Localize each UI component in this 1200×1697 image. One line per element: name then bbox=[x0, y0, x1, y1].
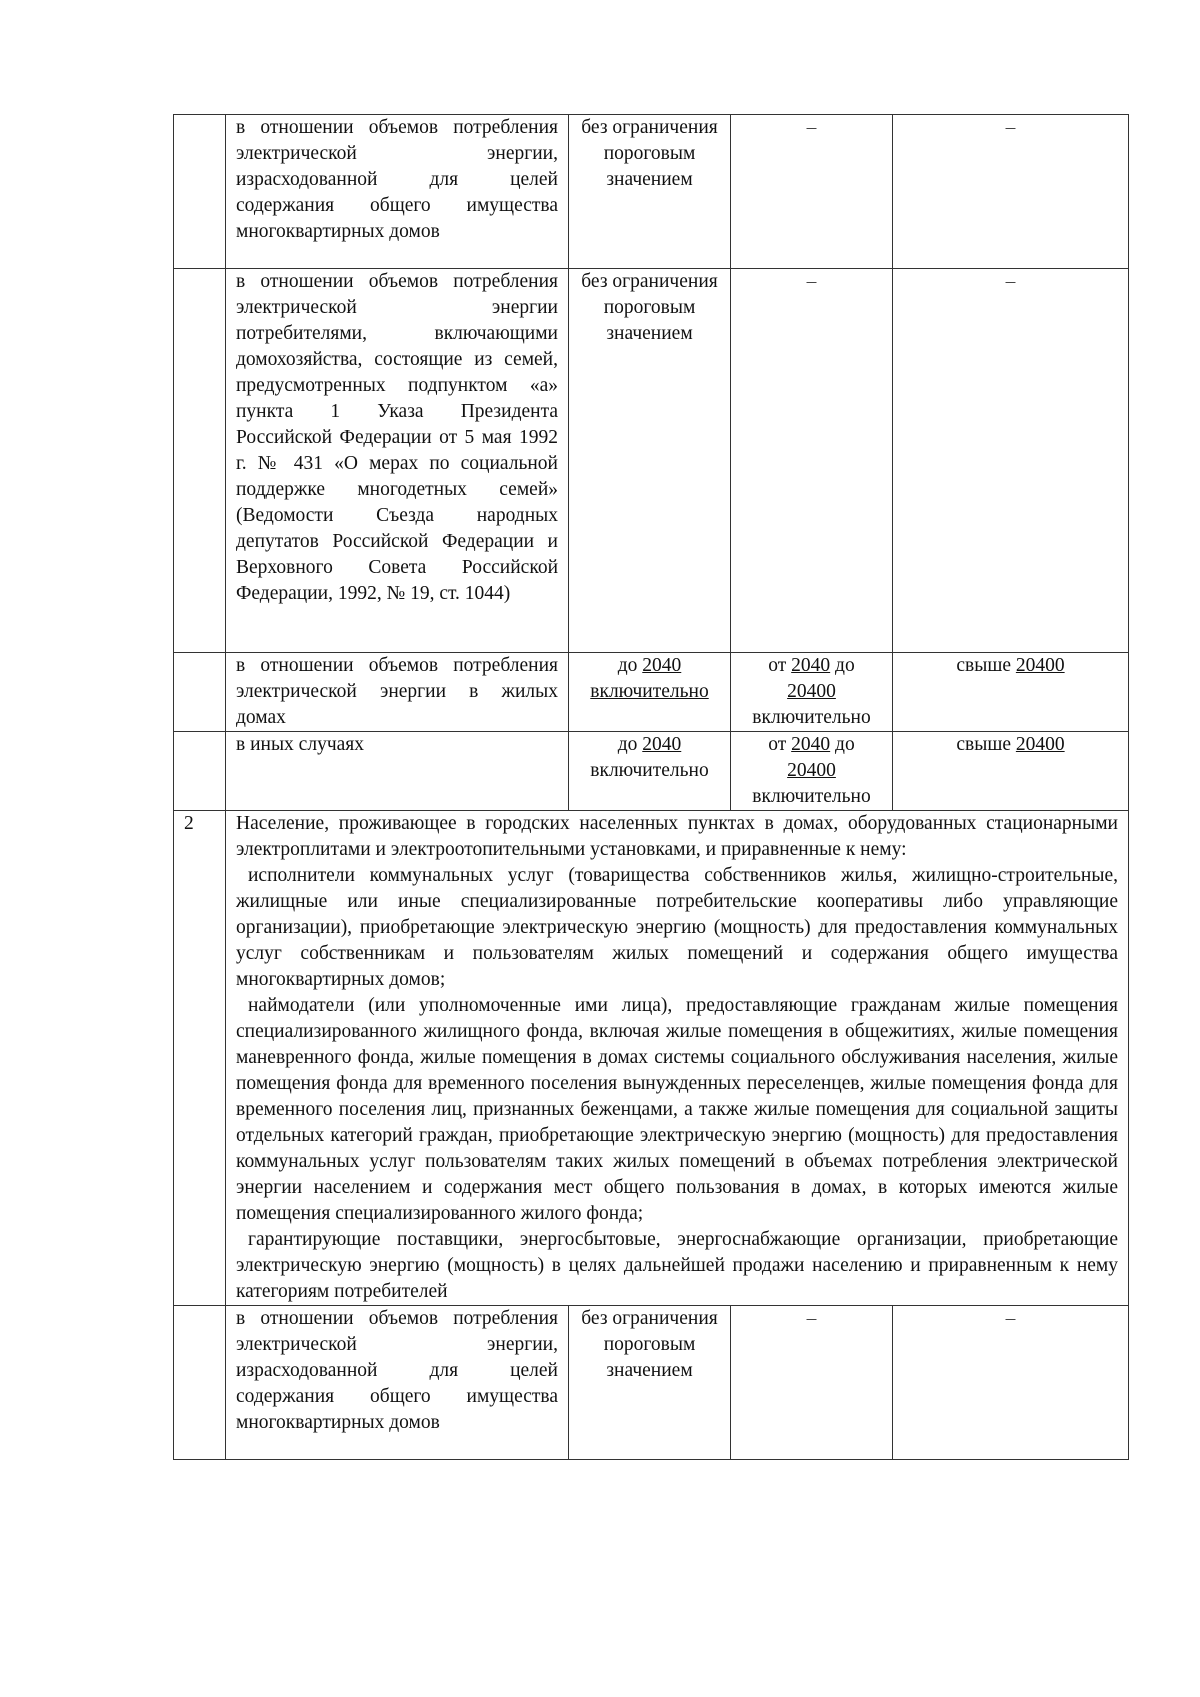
table-row bbox=[174, 732, 1129, 811]
threshold-3-cell bbox=[893, 732, 1129, 811]
threshold-1-cell: без ограничения пороговым значением bbox=[569, 1306, 731, 1460]
threshold-prefix: свыше bbox=[956, 734, 1011, 755]
threshold-3-cell: – bbox=[893, 1306, 1129, 1460]
row-description: в отношении объемов потребления электрической энергии, израсходованной для целей содержания общего имущества многоквартирных домов bbox=[226, 1306, 569, 1460]
section-number: 2 bbox=[174, 811, 226, 1306]
row-number-cell bbox=[174, 732, 226, 811]
threshold-1-cell: без ограничения пороговым значением bbox=[569, 269, 731, 653]
threshold-prefix: до bbox=[617, 734, 638, 755]
threshold-2-cell: – bbox=[731, 1306, 893, 1460]
threshold-value: 20400 bbox=[1015, 734, 1065, 755]
threshold-2-cell: – bbox=[731, 269, 893, 653]
table-row bbox=[174, 115, 1129, 269]
threshold-2-cell: – bbox=[731, 115, 893, 269]
row-number-cell bbox=[174, 1306, 226, 1460]
threshold-1-cell bbox=[569, 732, 731, 811]
row-description: в отношении объемов потребления электрической энергии потребителями, включающими домохозяйства, состоящие из семей, предусмотренных подпунктом «а» пункта 1 Указа Президента Российской Федерации от 5 мая 1992 г. № 431 «О мерах по социальной поддержке многодетных семей» (Ведомости Съезда народных депутатов Российской Федерации и Верховного Совета Российской Федерации, 1992, № 19, ст. 1044) bbox=[226, 269, 569, 653]
table-row bbox=[174, 653, 1129, 732]
row-number-cell bbox=[174, 115, 226, 269]
threshold-value: 2040 bbox=[642, 734, 682, 755]
threshold-1-cell: без ограничения пороговым значением bbox=[569, 115, 731, 269]
section-heading: Население, проживающее в городских населенных пунктах в домах, оборудованных стационарными электроплитами и электроотопительными установками, и приравненные к нему: bbox=[236, 813, 1118, 860]
row-description: в иных случаях bbox=[226, 732, 569, 811]
threshold-suffix: включительно bbox=[590, 681, 709, 702]
threshold-2-cell bbox=[731, 653, 893, 732]
threshold-value: 20400 bbox=[1015, 655, 1065, 676]
threshold-3-cell: – bbox=[893, 115, 1129, 269]
threshold-suffix: включительно bbox=[752, 707, 871, 728]
threshold-prefix: от bbox=[768, 734, 787, 755]
threshold-3-cell: – bbox=[893, 269, 1129, 653]
threshold-prefix: свыше bbox=[956, 655, 1011, 676]
section-item: исполнители коммунальных услуг (товарищества собственников жилья, жилищно-строительные, жилищные или иные специализированные потребительские кооперативы либо управляющие организации), приобретающие электрическую энергию (мощность) для предоставления коммунальных услуг собственникам и пользователям жилых помещений и содержания общего имущества многоквартирных домов; bbox=[236, 865, 1118, 990]
threshold-suffix: включительно bbox=[752, 786, 871, 807]
threshold-prefix: от bbox=[768, 655, 787, 676]
threshold-suffix: включительно bbox=[590, 760, 709, 781]
threshold-2-cell bbox=[731, 732, 893, 811]
section-text bbox=[226, 811, 1129, 1306]
threshold-3-cell bbox=[893, 653, 1129, 732]
table-row bbox=[174, 1306, 1129, 1460]
threshold-value: 20400 bbox=[787, 681, 836, 702]
table-row bbox=[174, 269, 1129, 653]
tariff-table bbox=[173, 114, 1129, 1460]
section-row bbox=[174, 811, 1129, 1306]
row-number-cell bbox=[174, 269, 226, 653]
threshold-value: 20400 bbox=[787, 760, 836, 781]
row-number-cell bbox=[174, 653, 226, 732]
section-item: наймодатели (или уполномоченные ими лица), предоставляющие гражданам жилые помещения специализированного жилищного фонда, включая жилые помещения в общежитиях, жилые помещения маневренного фонда, жилые помещения в домах системы социального обслуживания населения, жилые помещения фонда для временного поселения вынужденных переселенцев, жилые помещения фонда для временного поселения лиц, признанных беженцами, а также жилые помещения для социальной защиты отдельных категорий граждан, приобретающие электрическую энергию (мощность) для предоставления коммунальных услуг пользователям таких жилых помещений в объемах потребления электрической энергии населением и содержания мест общего пользования в домах, в которых имеются жилые помещения специализированного жилого фонда; bbox=[236, 995, 1118, 1224]
row-description: в отношении объемов потребления электрической энергии, израсходованной для целей содержания общего имущества многоквартирных домов bbox=[226, 115, 569, 269]
threshold-1-cell bbox=[569, 653, 731, 732]
threshold-mid: до bbox=[835, 734, 855, 755]
section-item: гарантирующие поставщики, энергосбытовые, энергоснабжающие организации, приобретающие электрическую энергию (мощность) в целях дальнейшей продажи населению и приравненным к нему категориям потребителей bbox=[236, 1229, 1118, 1302]
threshold-mid: до bbox=[835, 655, 855, 676]
threshold-value: 2040 bbox=[642, 655, 682, 676]
row-description: в отношении объемов потребления электрической энергии в жилых домах bbox=[226, 653, 569, 732]
threshold-prefix: до bbox=[617, 655, 638, 676]
threshold-value: 2040 bbox=[791, 655, 831, 676]
threshold-value: 2040 bbox=[791, 734, 831, 755]
